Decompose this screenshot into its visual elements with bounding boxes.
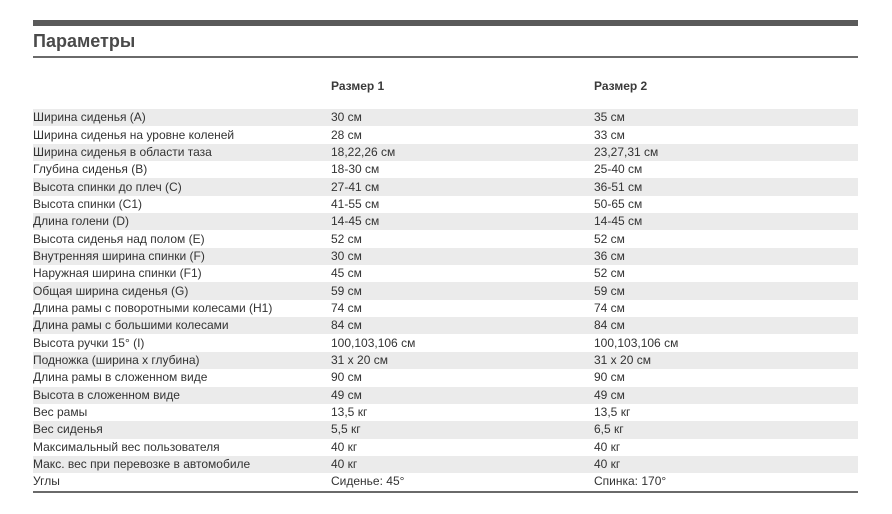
table-row (33, 161, 858, 178)
size-1-value: 45 см (331, 265, 594, 282)
size-2-value: 52 см (594, 230, 858, 247)
param-label: Вес сиденья (33, 421, 331, 438)
param-label: Общая ширина сиденья (G) (33, 282, 331, 299)
size-2-value: 31 x 20 см (594, 352, 858, 369)
param-label: Глубина сиденья (B) (33, 161, 331, 178)
param-label: Длина рамы в сложенном виде (33, 369, 331, 386)
size-1-value: 59 см (331, 282, 594, 299)
size-2-value: 74 см (594, 300, 858, 317)
size-2-value: 14-45 см (594, 213, 858, 230)
header-size-2: Размер 2 (594, 79, 648, 93)
size-1-value: Сиденье: 45° (331, 473, 594, 490)
table-row (33, 300, 858, 317)
param-label: Длина рамы с большими колесами (33, 317, 331, 334)
size-2-value: 36-51 см (594, 178, 858, 195)
parameters-section (33, 20, 858, 493)
param-label: Высота спинки до плеч (C) (33, 178, 331, 195)
table-row (33, 230, 858, 247)
param-label: Ширина сиденья на уровне коленей (33, 126, 331, 143)
size-2-value: 33 см (594, 126, 858, 143)
table-row (33, 421, 858, 438)
size-1-value: 18,22,26 см (331, 144, 594, 161)
param-label: Углы (33, 473, 331, 490)
parameters-table (33, 109, 858, 491)
size-2-value: 6,5 кг (594, 421, 858, 438)
size-2-value: 59 см (594, 282, 858, 299)
size-2-value: 35 см (594, 109, 858, 126)
section-title: Параметры (33, 31, 136, 51)
table-row (33, 404, 858, 421)
size-1-value: 74 см (331, 300, 594, 317)
table-row (33, 352, 858, 369)
param-label: Высота ручки 15° (I) (33, 334, 331, 351)
table-row (33, 213, 858, 230)
size-1-value: 13,5 кг (331, 404, 594, 421)
table-row (33, 126, 858, 143)
table-row (33, 109, 858, 126)
bottom-divider (33, 491, 858, 493)
param-label: Высота сиденья над полом (E) (33, 230, 331, 247)
size-2-value: 50-65 см (594, 196, 858, 213)
table-row (33, 369, 858, 386)
param-label: Наружная ширина спинки (F1) (33, 265, 331, 282)
param-label: Высота спинки (C1) (33, 196, 331, 213)
table-row (33, 387, 858, 404)
size-1-value: 27-41 см (331, 178, 594, 195)
table-row (33, 265, 858, 282)
table-row (33, 282, 858, 299)
param-label: Максимальный вес пользователя (33, 439, 331, 456)
param-label: Вес рамы (33, 404, 331, 421)
size-2-value: 49 см (594, 387, 858, 404)
size-1-value: 28 см (331, 126, 594, 143)
size-1-value: 30 см (331, 248, 594, 265)
table-row (33, 144, 858, 161)
size-2-value: Спинка: 170° (594, 473, 858, 490)
param-label: Подножка (ширина x глубина) (33, 352, 331, 369)
size-1-value: 84 см (331, 317, 594, 334)
table-row (33, 178, 858, 195)
param-label: Ширина сиденья в области таза (33, 144, 331, 161)
param-label: Внутренняя ширина спинки (F) (33, 248, 331, 265)
size-1-value: 52 см (331, 230, 594, 247)
table-row (33, 473, 858, 490)
header-size-1: Размер 1 (331, 79, 385, 93)
table-row (33, 334, 858, 351)
param-label: Длина голени (D) (33, 213, 331, 230)
size-1-value: 30 см (331, 109, 594, 126)
size-2-value: 25-40 см (594, 161, 858, 178)
param-label: Макс. вес при перевозке в автомобиле (33, 456, 331, 473)
table-row (33, 248, 858, 265)
size-2-value: 40 кг (594, 439, 858, 456)
size-1-value: 100,103,106 см (331, 334, 594, 351)
table-row (33, 439, 858, 456)
size-2-value: 90 см (594, 369, 858, 386)
size-2-value: 13,5 кг (594, 404, 858, 421)
size-2-value: 23,27,31 см (594, 144, 858, 161)
size-1-value: 40 кг (331, 456, 594, 473)
size-1-value: 5,5 кг (331, 421, 594, 438)
size-1-value: 90 см (331, 369, 594, 386)
size-2-value: 36 см (594, 248, 858, 265)
size-1-value: 40 кг (331, 439, 594, 456)
table-header (33, 58, 858, 100)
param-label: Длина рамы с поворотными колесами (H1) (33, 300, 331, 317)
size-1-value: 31 x 20 см (331, 352, 594, 369)
size-2-value: 40 кг (594, 456, 858, 473)
size-1-value: 49 см (331, 387, 594, 404)
size-1-value: 41-55 см (331, 196, 594, 213)
size-2-value: 84 см (594, 317, 858, 334)
size-1-value: 14-45 см (331, 213, 594, 230)
size-1-value: 18-30 см (331, 161, 594, 178)
param-label: Ширина сиденья (A) (33, 109, 331, 126)
table-row (33, 317, 858, 334)
size-2-value: 52 см (594, 265, 858, 282)
table-row (33, 456, 858, 473)
size-2-value: 100,103,106 см (594, 334, 858, 351)
param-label: Высота в сложенном виде (33, 387, 331, 404)
table-row (33, 196, 858, 213)
